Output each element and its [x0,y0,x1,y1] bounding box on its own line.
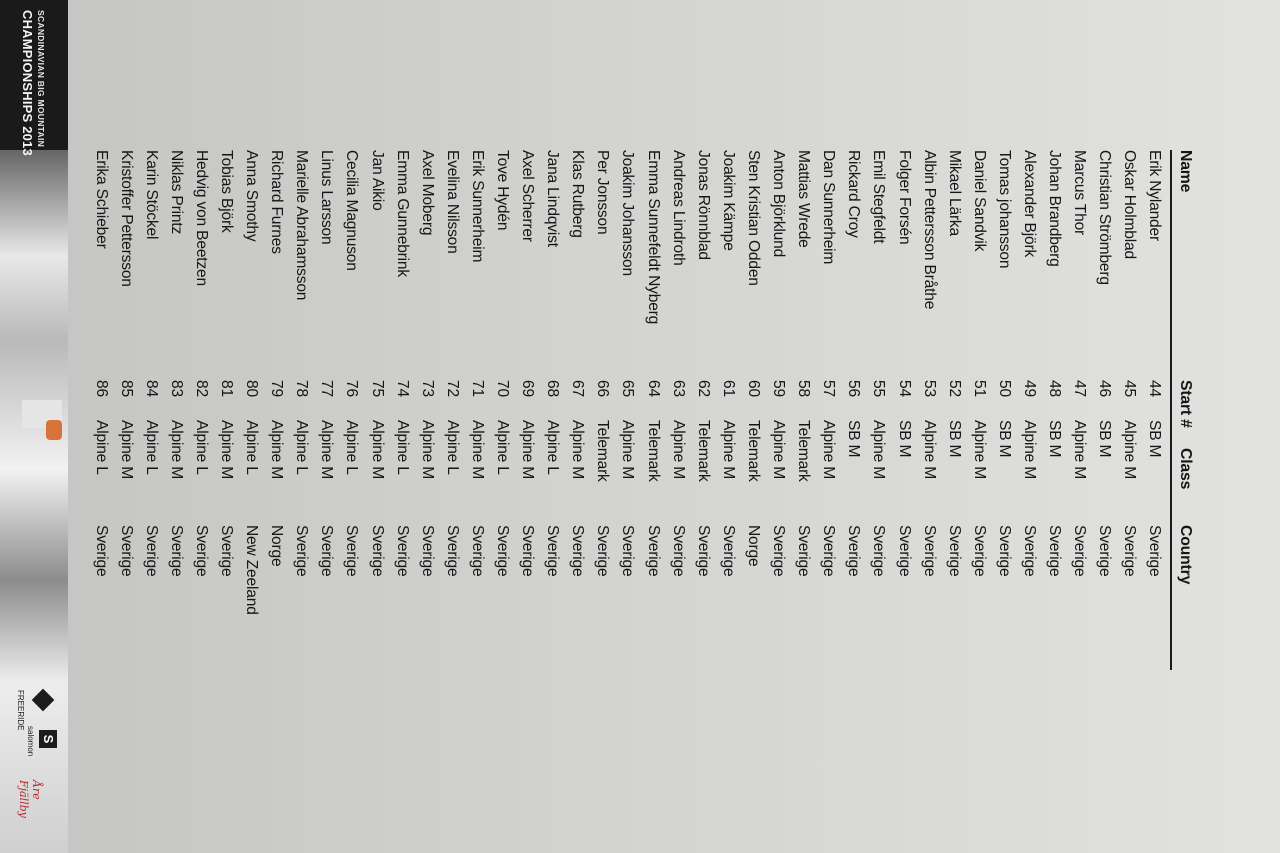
cell-name: Erik Sunnerheim [468,150,486,263]
cell-start: 69 [519,380,537,397]
cell-name: Mikael Lärka [945,150,963,237]
cell-name: Emma Gunnebrink [393,150,411,278]
cell-start: 71 [468,380,486,397]
cell-class: SB M [995,420,1013,458]
table-row [515,150,540,670]
table-row [239,150,264,670]
table-row [565,150,590,670]
table-row [841,150,866,670]
table-row [1092,150,1117,670]
start-list-table [88,150,1198,670]
table-row [439,150,464,670]
cell-country: Sverige [1046,525,1064,577]
cell-name: Christian Strömberg [1096,150,1114,285]
cell-country: Sverige [494,525,512,577]
cell-start: 48 [1046,380,1064,397]
cell-name: Linus Larsson [318,150,336,245]
cell-class: Alpine M [1020,420,1038,480]
cell-name: Per Jonsson [594,150,612,235]
cell-country: Sverige [820,525,838,577]
cell-start: 76 [343,380,361,397]
cell-name: Kristoffer Pettersson [117,150,135,287]
cell-country: Sverige [719,525,737,577]
header-name: Name [1177,150,1194,193]
table-row [715,150,740,670]
table-row [1042,150,1067,670]
diamond-logo-icon [32,689,55,712]
table-row [590,150,615,670]
cell-name: Johan Brandberg [1046,150,1064,267]
cell-class: Alpine M [970,420,988,480]
sponsor-logos [5,690,65,840]
cell-start: 49 [1020,380,1038,397]
cell-name: Albin Pettersson Bråthe [920,150,938,310]
cell-start: 60 [744,380,762,397]
cell-start: 61 [719,380,737,397]
table-row [891,150,916,670]
table-row [941,150,966,670]
cell-class: SB M [895,420,913,458]
cell-name: Karin Stöckel [142,150,160,240]
table-row [264,150,289,670]
cell-class: Alpine M [368,420,386,480]
cell-class: Telemark [644,420,662,482]
cell-start: 83 [167,380,185,397]
cell-name: Jonas Rönnblad [694,150,712,260]
cell-name: Richard Furnes [268,150,286,254]
banner-title: CHAMPIONSHIPS 2013 [20,10,35,156]
cell-class: Alpine M [870,420,888,480]
table-row [1016,150,1041,670]
cell-country: Sverige [895,525,913,577]
cell-name: Daniel Sandvik [970,150,988,252]
table-row [766,150,791,670]
cell-country: New Zeeland [243,525,261,615]
cell-name: Joakim Johansson [619,150,637,276]
cell-name: Rickard Croy [845,150,863,238]
cell-start: 57 [820,380,838,397]
cell-start: 75 [368,380,386,397]
cell-country: Sverige [1146,525,1164,577]
cell-class: SB M [845,420,863,458]
header-class: Class [1177,448,1194,490]
cell-country: Sverige [192,525,210,577]
cell-class: Alpine L [393,420,411,475]
table-row [464,150,489,670]
table-row [740,150,765,670]
skier-jacket [46,420,62,440]
cell-class: Alpine M [318,420,336,480]
cell-class: Alpine L [92,420,110,475]
cell-country: Sverige [970,525,988,577]
cell-class: Alpine M [569,420,587,480]
cell-start: 53 [920,380,938,397]
table-row [866,150,891,670]
cell-country: Sverige [694,525,712,577]
cell-country: Sverige [619,525,637,577]
cell-class: Alpine M [770,420,788,480]
cell-country: Sverige [569,525,587,577]
cell-country: Sverige [845,525,863,577]
cell-start: 56 [845,380,863,397]
cell-name: Evelina Nilsson [443,150,461,254]
cell-start: 54 [895,380,913,397]
cell-start: 58 [795,380,813,397]
cell-country: Sverige [217,525,235,577]
cell-country: Sverige [870,525,888,577]
cell-country: Sverige [318,525,336,577]
cell-class: Alpine M [519,420,537,480]
cell-name: Dan Sunnerheim [820,150,838,265]
cell-name: Marcus Thor [1071,150,1089,236]
cell-class: SB M [1096,420,1114,458]
cell-start: 45 [1121,380,1139,397]
cell-name: Tomas johansson [995,150,1013,269]
table-row [540,150,565,670]
cell-name: Erik Nylander [1146,150,1164,241]
cell-class: Alpine L [192,420,210,475]
cell-country: Sverige [142,525,160,577]
cell-name: Folger Forsén [895,150,913,245]
cell-name: Tobias Björk [217,150,235,233]
cell-name: Anton Björklund [770,150,788,258]
cell-country: Sverige [1121,525,1139,577]
table-row [414,150,439,670]
table-row [163,150,188,670]
table-row [1142,150,1167,670]
cell-start: 82 [192,380,210,397]
cell-name: Emil Stegfeldt [870,150,888,244]
cell-start: 80 [243,380,261,397]
cell-class: Telemark [594,420,612,482]
cell-start: 62 [694,380,712,397]
cell-start: 68 [544,380,562,397]
cell-class: Telemark [694,420,712,482]
cell-start: 66 [594,380,612,397]
table-row [188,150,213,670]
cell-country: Sverige [92,525,110,577]
table-row [916,150,941,670]
cell-name: Anna Smothy [243,150,261,242]
cell-class: Alpine M [719,420,737,480]
cell-class: Alpine L [443,420,461,475]
cell-start: 63 [669,380,687,397]
cell-start: 70 [494,380,512,397]
cell-class: Alpine L [142,420,160,475]
cell-class: Alpine L [494,420,512,475]
cell-class: SB M [945,420,963,458]
cell-start: 51 [970,380,988,397]
cell-start: 86 [92,380,110,397]
cell-country: Sverige [343,525,361,577]
cell-country: Sverige [1096,525,1114,577]
cell-country: Sverige [920,525,938,577]
table-row [289,150,314,670]
table-row [816,150,841,670]
cell-start: 50 [995,380,1013,397]
table-row [339,150,364,670]
cell-class: Alpine M [669,420,687,480]
table-row [966,150,991,670]
header-country: Country [1177,525,1194,585]
cell-name: Marielle Abrahamsson [293,150,311,301]
cell-name: Jana Lindqvist [544,150,562,247]
table-row [364,150,389,670]
table-header [1170,150,1198,670]
banner-subtitle: SCANDINAVIAN BIG MOUNTAIN [36,10,46,148]
cell-name: Alexander Björk [1020,150,1038,258]
cell-country: Sverige [443,525,461,577]
table-row [665,150,690,670]
table-row [113,150,138,670]
cell-start: 79 [268,380,286,397]
script-logo: Åre Fjällby [17,780,43,818]
cell-class: Telemark [795,420,813,482]
table-row [213,150,238,670]
cell-start: 78 [293,380,311,397]
cell-class: Alpine M [820,420,838,480]
cell-start: 55 [870,380,888,397]
cell-name: Andreas Lindroth [669,150,687,266]
cell-country: Norge [268,525,286,567]
cell-country: Sverige [418,525,436,577]
cell-start: 85 [117,380,135,397]
cell-class: Alpine M [268,420,286,480]
cell-start: 46 [1096,380,1114,397]
cell-name: Erika Schieber [92,150,110,249]
cell-class: Alpine L [293,420,311,475]
cell-country: Sverige [293,525,311,577]
cell-start: 59 [770,380,788,397]
table-row [389,150,414,670]
table-body [88,150,1167,670]
table-row [489,150,514,670]
cell-start: 84 [142,380,160,397]
cell-class: SB M [1146,420,1164,458]
cell-name: Joakim Kämpe [719,150,737,251]
cell-country: Norge [744,525,762,567]
salomon-logo: salomon [26,726,35,757]
cell-country: Sverige [393,525,411,577]
cell-name: Emma Sunnefeldt Nyberg [644,150,662,325]
table-row [88,150,113,670]
cell-country: Sverige [519,525,537,577]
cell-country: Sverige [167,525,185,577]
cell-class: Alpine M [1121,420,1139,480]
cell-name: Cecilia Magnuson [343,150,361,271]
cell-country: Sverige [1071,525,1089,577]
cell-country: Sverige [945,525,963,577]
table-row [690,150,715,670]
cell-country: Sverige [117,525,135,577]
cell-class: Alpine M [167,420,185,480]
cell-name: Oskar Holmblad [1121,150,1139,259]
cell-class: Alpine L [243,420,261,475]
cell-class: Alpine L [544,420,562,475]
cell-start: 47 [1071,380,1089,397]
table-row [640,150,665,670]
cell-class: Alpine M [117,420,135,480]
table-row [1067,150,1092,670]
cell-country: Sverige [995,525,1013,577]
cell-class: Alpine M [619,420,637,480]
table-row [314,150,339,670]
cell-start: 72 [443,380,461,397]
cell-country: Sverige [368,525,386,577]
cell-country: Sverige [669,525,687,577]
cell-start: 64 [644,380,662,397]
cell-class: SB M [1046,420,1064,458]
cell-class: Alpine L [343,420,361,475]
cell-class: Telemark [744,420,762,482]
cell-start: 73 [418,380,436,397]
cell-start: 77 [318,380,336,397]
cell-name: Axel Scherrer [519,150,537,242]
cell-country: Sverige [1020,525,1038,577]
cell-start: 67 [569,380,587,397]
cell-class: Alpine M [1071,420,1089,480]
cell-start: 81 [217,380,235,397]
cell-country: Sverige [644,525,662,577]
header-start: Start # [1177,380,1194,428]
cell-start: 52 [945,380,963,397]
cell-country: Sverige [795,525,813,577]
cell-name: Hedvig von Beetzen [192,150,210,286]
table-row [1117,150,1142,670]
cell-class: Alpine M [468,420,486,480]
table-row [138,150,163,670]
cell-name: Mattias Wrede [795,150,813,248]
cell-name: Sten Kristian Odden [744,150,762,286]
cell-country: Sverige [770,525,788,577]
cell-name: Jan Aikio [368,150,386,211]
cell-country: Sverige [468,525,486,577]
cell-country: Sverige [594,525,612,577]
cell-start: 44 [1146,380,1164,397]
cell-start: 74 [393,380,411,397]
cell-name: Klas Rutberg [569,150,587,238]
cell-class: Alpine M [217,420,235,480]
freeride-logo: FREERIDE [16,690,25,731]
table-row [615,150,640,670]
cell-country: Sverige [544,525,562,577]
cell-name: Tove Hydén [494,150,512,231]
cell-start: 65 [619,380,637,397]
cell-name: Axel Moberg [418,150,436,236]
cell-class: Alpine M [418,420,436,480]
cell-class: Alpine M [920,420,938,480]
table-row [991,150,1016,670]
table-row [791,150,816,670]
cell-name: Niklas Printz [167,150,185,235]
salomon-logo-icon: S [39,730,57,748]
